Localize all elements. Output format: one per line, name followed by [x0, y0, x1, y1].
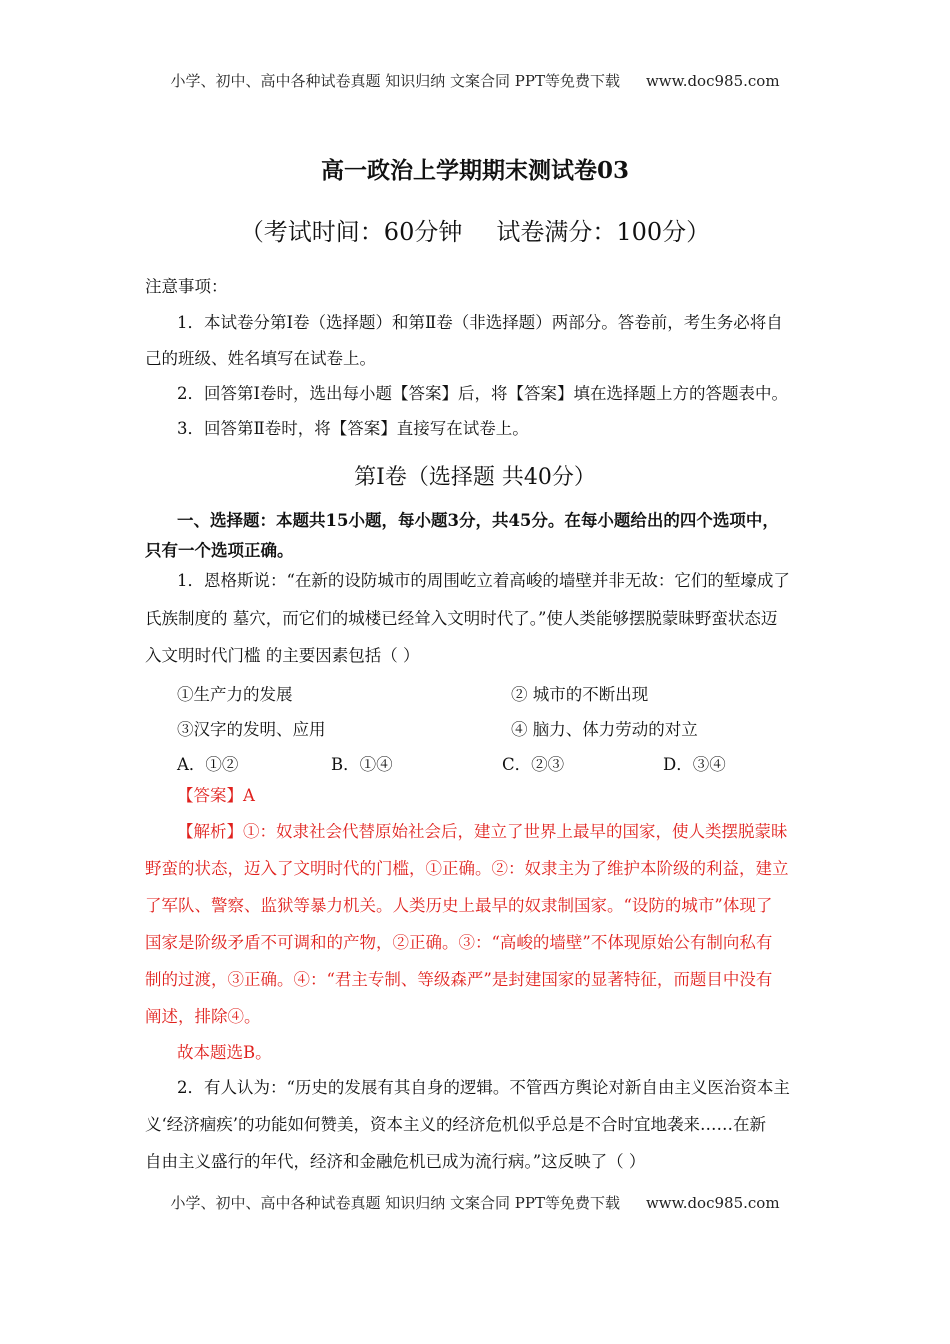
exam-full-score: 试卷满分：100分） [496, 218, 711, 246]
q1-statement-2: ② 城市的不断出现 [511, 685, 649, 704]
q2-stem-2: 义‘经济痼疾’的功能如何赞美，资本主义的经济危机似乎总是不合时宜地袭来……在新 [145, 1115, 766, 1134]
part1-instructions: 一、选择题：本题共15小题，每小题3分，共45分。在每小题给出的四个选项中， [177, 511, 779, 530]
q1-statement-4: ④ 脑力、体力劳动的对立 [511, 720, 698, 739]
header-site-link[interactable]: www.doc985.com [645, 72, 780, 90]
q2-stem: 2．有人认为：“历史的发展有其自身的逻辑。不管西方舆论对新自由主义医治资本主 [177, 1078, 790, 1097]
q1-statement-1: ①生产力的发展 [177, 685, 293, 704]
q1-option-a: A．①② [177, 755, 239, 774]
page-header [0, 70, 950, 91]
q1-explanation-2: 野蛮的状态，迈入了文明时代的门槛，①正确。②：奴隶主为了维护本阶级的利益，建立 [145, 859, 789, 878]
part1-instructions-cont: 只有一个选项正确。 [145, 541, 294, 560]
q1-option-b: B．①④ [331, 755, 393, 774]
q1-explanation-3: 了军队、警察、监狱等暴力机关。人类历史上最早的奴隶制国家。“设防的城市”体现了 [145, 896, 773, 915]
q1-statement-3: ③汉字的发明、应用 [177, 720, 326, 739]
q1-explanation-5: 制的过渡，③正确。④：“君主专制、等级森严”是封建国家的显著特征，而题目中没有 [145, 970, 773, 989]
q2-stem-3: 自由主义盛行的年代，经济和金融危机已成为流行病。”这反映了（ ） [145, 1152, 646, 1171]
exam-time: （考试时间：60分钟 [239, 218, 463, 246]
q1-explanation-4: 国家是阶级矛盾不可调和的产物，②正确。③：“高峻的墙壁”不体现原始公有制向私有 [145, 933, 773, 952]
q1-explanation-1: 【解析】①：奴隶社会代替原始社会后，建立了世界上最早的国家，使人类摆脱蒙昧 [177, 822, 788, 841]
q1-answer: 【答案】A [177, 786, 255, 805]
q1-explanation-6: 阐述，排除④。 [145, 1007, 261, 1026]
q1-conclusion: 故本题选B。 [177, 1043, 272, 1062]
note-1: 1．本试卷分第Ⅰ卷（选择题）和第Ⅱ卷（非选择题）两部分。答卷前，考生务必将自 [177, 313, 783, 332]
note-3: 3．回答第Ⅱ卷时，将【答案】直接写在试卷上。 [177, 419, 529, 438]
q1-stem: 1．恩格斯说：“在新的设防城市的周围屹立着高峻的墙壁并非无故：它们的堑壕成了 [177, 571, 790, 590]
exam-title: 高一政治上学期期末测试卷03 [320, 157, 629, 184]
footer-site-link[interactable]: www.doc985.com [645, 1194, 780, 1212]
q1-option-c: C．②③ [502, 755, 565, 774]
footer-text: 小学、初中、高中各种试卷真题 知识归纳 文案合同 PPT等免费下载 [170, 1194, 620, 1212]
page-footer [0, 1192, 950, 1213]
notes-heading: 注意事项： [145, 277, 228, 296]
q1-option-d: D．③④ [663, 755, 726, 774]
q1-stem-2: 氏族制度的 墓穴，而它们的城楼已经耸入文明时代了。”使人类能够摆脱蒙昧野蛮状态迈 [145, 609, 778, 628]
q1-stem-3: 入文明时代门槛 的主要因素包括（ ） [145, 646, 420, 665]
header-text: 小学、初中、高中各种试卷真题 知识归纳 文案合同 PPT等免费下载 [170, 72, 620, 90]
note-1-cont: 己的班级、姓名填写在试卷上。 [145, 349, 376, 368]
exam-subtitle [0, 212, 950, 247]
section-title: 第Ⅰ卷（选择题 共40分） [354, 465, 596, 490]
note-2: 2．回答第Ⅰ卷时，选出每小题【答案】后，将【答案】填在选择题上方的答题表中。 [177, 384, 789, 403]
